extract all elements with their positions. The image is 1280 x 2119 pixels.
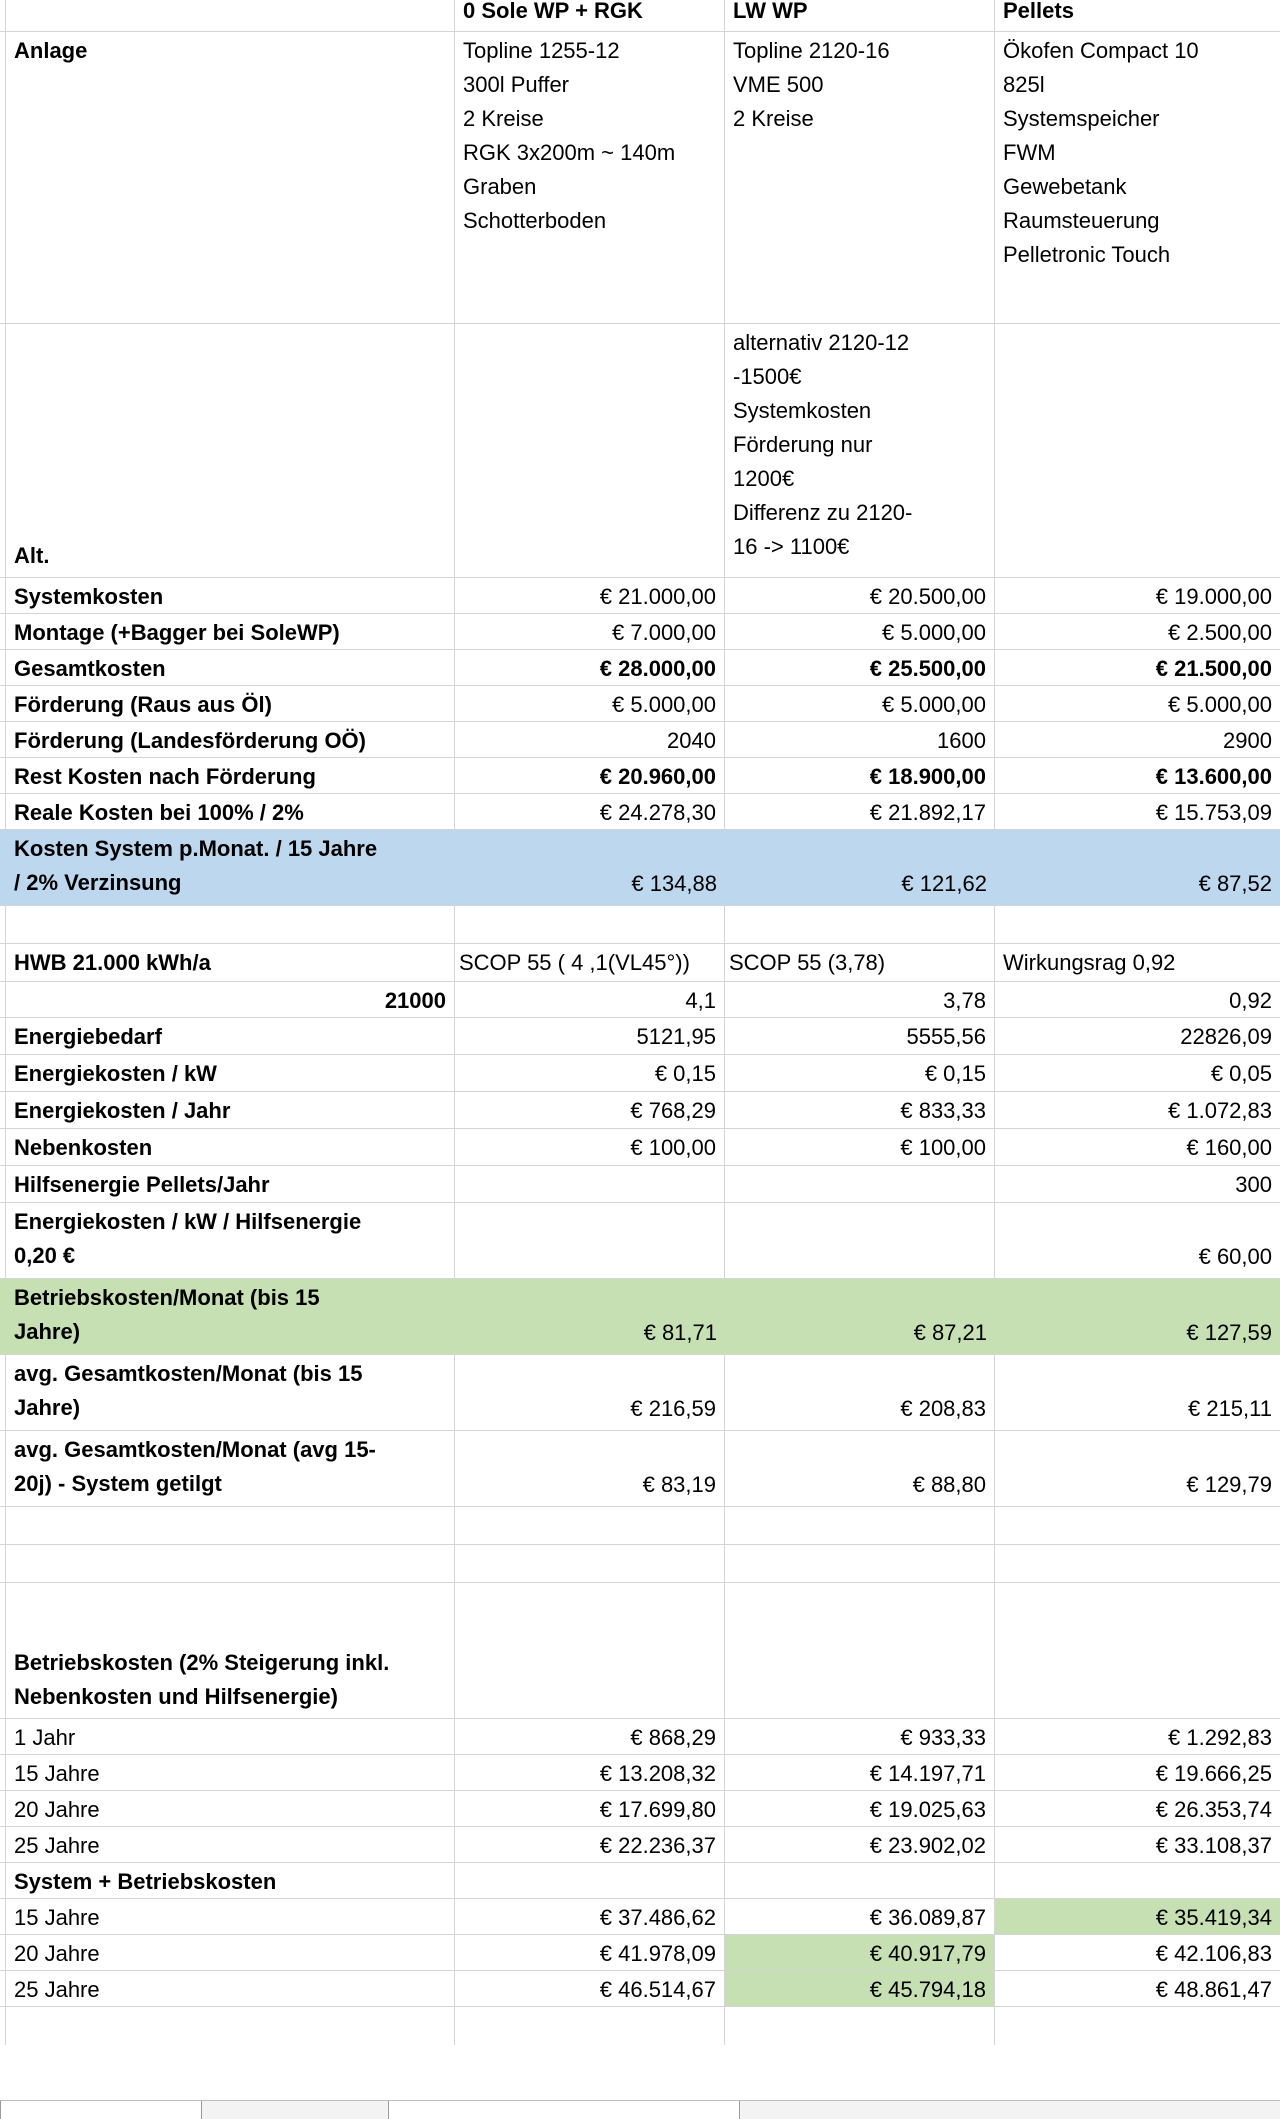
energy-pellets-cell[interactable]: 300 [1235, 1172, 1272, 1197]
cost-label-cell[interactable]: Förderung (Raus aus Öl) [6, 686, 455, 721]
betrieb-years-section [0, 1719, 1280, 1863]
empty-cell[interactable] [995, 1583, 1280, 1718]
alt-sole-wp-cell[interactable] [455, 324, 725, 577]
avg15-sole-wp-cell[interactable]: € 216,59 [455, 1355, 725, 1430]
energy-section [0, 1018, 1280, 1203]
avg20-lw-wp-cell[interactable]: € 88,80 [725, 1431, 995, 1506]
cost-label-cell[interactable]: Systemkosten [6, 578, 455, 613]
betrieb-year-lw-wp-cell[interactable]: € 933,33 [725, 1719, 995, 1754]
anlage-row [0, 32, 1280, 324]
factor-sole-wp-cell[interactable]: 4,1 [455, 982, 725, 1017]
sheet-tab[interactable] [0, 2101, 202, 2119]
monthly-system-row [0, 830, 1280, 906]
energy-sole-wp-cell[interactable]: € 768,29 [455, 1092, 725, 1128]
cost-pellets-cell[interactable]: € 13.600,00 [1155, 764, 1272, 789]
empty-cell[interactable] [455, 1545, 725, 1582]
hilfs-cost-pellets-cell[interactable]: € 60,00 [1198, 1244, 1272, 1269]
empty-row [0, 906, 1280, 944]
system-year-row [0, 1899, 1280, 1935]
betrieb-year-pellets-cell[interactable]: € 1.292,83 [1168, 1725, 1272, 1750]
costs-section [0, 578, 1280, 830]
energy-pellets-cell[interactable]: 22826,09 [1180, 1024, 1272, 1049]
cost-sole-wp-cell[interactable]: € 24.278,30 [455, 794, 725, 829]
empty-cell[interactable] [725, 1545, 995, 1582]
betrieb-monat-label-cell[interactable]: Betriebskosten/Monat (bis 15 Jahre) [14, 1285, 320, 1344]
energy-row [0, 1129, 1280, 1166]
energy-sole-wp-cell[interactable] [455, 1166, 725, 1202]
empty-cell[interactable] [995, 1863, 1280, 1898]
system-year-label-cell[interactable]: 20 Jahre [6, 1935, 455, 1970]
empty-cell[interactable] [725, 906, 995, 943]
alt-pellets-cell[interactable] [995, 324, 1280, 577]
empty-cell[interactable] [455, 906, 725, 943]
alt-label-cell[interactable]: Alt. [6, 324, 455, 577]
energy-label-cell[interactable]: Energiekosten / kW [6, 1055, 455, 1091]
cost-lw-wp-cell[interactable]: € 25.500,00 [725, 650, 995, 685]
betrieb-year-sole-wp-cell[interactable]: € 22.236,37 [455, 1827, 725, 1862]
betrieb-year-lw-wp-cell[interactable]: € 19.025,63 [725, 1791, 995, 1826]
empty-cell[interactable] [995, 1545, 1280, 1582]
cost-row [0, 794, 1280, 830]
betrieb-title-label-cell[interactable]: Betriebskosten (2% Steigerung inkl. Nebenkosten und Hilfsenergie) [6, 1583, 455, 1718]
energy-row [0, 1092, 1280, 1129]
energy-lw-wp-cell[interactable]: € 833,33 [725, 1092, 995, 1128]
system-year-sole-wp-cell[interactable]: € 37.486,62 [455, 1899, 725, 1934]
empty-cell[interactable] [995, 906, 1280, 943]
avg15-label-cell[interactable]: avg. Gesamtkosten/Monat (bis 15 Jahre) [6, 1355, 455, 1430]
system-year-pellets-cell[interactable]: € 42.106,83 [1155, 1941, 1272, 1966]
cost-row [0, 686, 1280, 722]
empty-cell[interactable] [6, 906, 455, 943]
betrieb-year-row [0, 1719, 1280, 1755]
header-lw-wp-cell[interactable]: LW WP [725, 0, 995, 31]
energy-label-cell[interactable]: Energiebedarf [6, 1018, 455, 1054]
system-title-label-cell[interactable]: System + Betriebskosten [6, 1863, 455, 1898]
betrieb-year-sole-wp-cell[interactable]: € 17.699,80 [455, 1791, 725, 1826]
cost-row [0, 614, 1280, 650]
cost-sole-wp-cell[interactable]: € 5.000,00 [455, 686, 725, 721]
hilfs-cost-row [0, 1203, 1280, 1279]
header-row [0, 0, 1280, 32]
avg20-row [0, 1431, 1280, 1507]
empty-cell[interactable] [725, 1863, 995, 1898]
energy-lw-wp-cell[interactable]: € 0,15 [725, 1055, 995, 1091]
system-year-row [0, 1971, 1280, 2007]
cost-label-cell[interactable]: Gesamtkosten [6, 650, 455, 685]
betrieb-year-label-cell[interactable]: 20 Jahre [6, 1791, 455, 1826]
cost-pellets-cell[interactable]: € 19.000,00 [1155, 584, 1272, 609]
energy-pellets-cell[interactable]: € 160,00 [1186, 1135, 1272, 1160]
betrieb-monat-lw-wp-cell[interactable]: € 87,21 [913, 1320, 987, 1345]
empty-cell[interactable] [455, 1863, 725, 1898]
anlage-label-cell[interactable]: Anlage [6, 32, 455, 323]
hwb-label-cell[interactable]: HWB 21.000 kWh/a [6, 944, 455, 981]
betrieb-monat-row [0, 1279, 1280, 1355]
energy-label-cell[interactable]: Energiekosten / Jahr [6, 1092, 455, 1128]
hwb-sole-wp-cell[interactable]: SCOP 55 ( 4 ,1(VL45°)) [455, 944, 725, 981]
cost-lw-wp-cell[interactable]: 1600 [725, 722, 995, 757]
empty-cell[interactable] [725, 2007, 995, 2045]
betrieb-year-lw-wp-cell[interactable]: € 23.902,02 [725, 1827, 995, 1862]
empty-cell[interactable] [6, 1507, 455, 1544]
header-sole-wp-cell[interactable]: 0 Sole WP + RGK [455, 0, 725, 31]
hilfs-cost-lw-wp-cell[interactable] [725, 1203, 995, 1278]
alt-lw-wp-cell[interactable]: alternativ 2120-12 -1500€ Systemkosten Förderung nur 1200€ Differenz zu 2120- 16 -> 1100€ [725, 324, 995, 577]
system-year-sole-wp-cell[interactable]: € 46.514,67 [455, 1971, 725, 2006]
cost-sole-wp-cell[interactable]: € 21.000,00 [455, 578, 725, 613]
factor-label-cell[interactable]: 21000 [6, 982, 455, 1017]
anlage-pellets-cell[interactable]: Ökofen Compact 10 825l Systemspeicher FWM Gewebetank Raumsteuerung Pelletronic Touch [1003, 38, 1199, 267]
cost-label-cell[interactable]: Förderung (Landesförderung OÖ) [6, 722, 455, 757]
monthly-system-label-cell[interactable]: Kosten System p.Monat. / 15 Jahre / 2% Verzinsung [14, 836, 378, 895]
betrieb-year-lw-wp-cell[interactable]: € 14.197,71 [725, 1755, 995, 1790]
empty-row [0, 1545, 1280, 1583]
monthly-system-pellets-cell[interactable]: € 87,52 [1198, 871, 1272, 896]
sheet-tab-bar [0, 2100, 1280, 2119]
betrieb-year-pellets-cell[interactable]: € 26.353,74 [1155, 1797, 1272, 1822]
avg15-row [0, 1355, 1280, 1431]
factor-pellets-cell[interactable]: 0,92 [1229, 988, 1272, 1013]
empty-cell[interactable] [995, 1507, 1280, 1544]
empty-cell[interactable] [725, 1507, 995, 1544]
energy-pellets-cell[interactable]: € 1.072,83 [1168, 1098, 1272, 1123]
cost-pellets-cell[interactable]: € 21.500,00 [1155, 656, 1272, 681]
system-title-row [0, 1863, 1280, 1899]
energy-lw-wp-cell[interactable]: € 100,00 [725, 1129, 995, 1165]
cost-row [0, 758, 1280, 794]
sheet-tab[interactable] [388, 2101, 740, 2119]
system-year-lw-wp-cell[interactable]: € 40.917,79 [725, 1935, 995, 1970]
energy-label-cell[interactable]: Nebenkosten [6, 1129, 455, 1165]
empty-cell[interactable] [995, 2007, 1280, 2045]
avg15-pellets-cell[interactable]: € 215,11 [1187, 1396, 1272, 1421]
betrieb-year-sole-wp-cell[interactable]: € 13.208,32 [455, 1755, 725, 1790]
betrieb-title-row [0, 1583, 1280, 1719]
energy-lw-wp-cell[interactable] [725, 1166, 995, 1202]
hwb-row [0, 944, 1280, 982]
empty-cell[interactable] [6, 2007, 455, 2045]
empty-row [0, 1507, 1280, 1545]
betrieb-year-sole-wp-cell[interactable]: € 868,29 [455, 1719, 725, 1754]
energy-row [0, 1018, 1280, 1055]
cost-lw-wp-cell[interactable]: € 20.500,00 [725, 578, 995, 613]
system-year-sole-wp-cell[interactable]: € 41.978,09 [455, 1935, 725, 1970]
system-year-label-cell[interactable]: 15 Jahre [6, 1899, 455, 1934]
cost-label-cell[interactable]: Montage (+Bagger bei SoleWP) [6, 614, 455, 649]
betrieb-year-label-cell[interactable]: 25 Jahre [6, 1827, 455, 1862]
system-year-label-cell[interactable]: 25 Jahre [6, 1971, 455, 2006]
hwb-pellets-cell[interactable]: Wirkungsrag 0,92 [1003, 950, 1176, 975]
empty-cell[interactable] [455, 1583, 725, 1718]
cost-pellets-cell[interactable]: € 2.500,00 [1168, 620, 1272, 645]
system-year-pellets-cell[interactable]: € 35.419,34 [995, 1899, 1280, 1934]
alt-row [0, 324, 1280, 578]
betrieb-year-label-cell[interactable]: 1 Jahr [6, 1719, 455, 1754]
avg20-label-cell[interactable]: avg. Gesamtkosten/Monat (avg 15- 20j) - System getilgt [6, 1431, 455, 1506]
system-years-section [0, 1899, 1280, 2007]
cost-row [0, 650, 1280, 686]
betrieb-year-row [0, 1791, 1280, 1827]
betrieb-year-row [0, 1755, 1280, 1791]
empty-row [0, 2007, 1280, 2045]
betrieb-year-pellets-cell[interactable]: € 19.666,25 [1155, 1761, 1272, 1786]
energy-row [0, 1166, 1280, 1203]
system-year-lw-wp-cell[interactable]: € 45.794,18 [725, 1971, 995, 2006]
system-year-pellets-cell[interactable]: € 48.861,47 [1155, 1977, 1272, 2002]
energy-lw-wp-cell[interactable]: 5555,56 [725, 1018, 995, 1054]
avg20-sole-wp-cell[interactable]: € 83,19 [455, 1431, 725, 1506]
betrieb-monat-sole-wp-cell[interactable]: € 81,71 [643, 1320, 717, 1345]
factor-lw-wp-cell[interactable]: 3,78 [725, 982, 995, 1017]
anlage-sole-wp-cell[interactable]: Topline 1255-12 300l Puffer 2 Kreise RGK 3x200m ~ 140m Graben Schotterboden [455, 32, 725, 323]
anlage-lw-wp-cell[interactable]: Topline 2120-16 VME 500 2 Kreise [725, 32, 995, 323]
system-year-row [0, 1935, 1280, 1971]
monthly-system-lw-wp-cell[interactable]: € 121,62 [901, 871, 987, 896]
header-pellets-cell[interactable]: Pellets [1003, 0, 1074, 23]
cost-lw-wp-cell[interactable]: € 18.900,00 [725, 758, 995, 793]
cost-pellets-cell[interactable]: € 5.000,00 [1168, 692, 1272, 717]
hwb-lw-wp-cell[interactable]: SCOP 55 (3,78) [725, 944, 995, 981]
betrieb-monat-pellets-cell[interactable]: € 127,59 [1186, 1320, 1272, 1345]
monthly-system-sole-wp-cell[interactable]: € 134,88 [631, 871, 717, 896]
betrieb-year-label-cell[interactable]: 15 Jahre [6, 1755, 455, 1790]
cost-sole-wp-cell[interactable]: € 20.960,00 [455, 758, 725, 793]
header-label-cell[interactable] [6, 0, 455, 31]
cost-pellets-cell[interactable]: € 15.753,09 [1155, 800, 1272, 825]
energy-sole-wp-cell[interactable]: 5121,95 [455, 1018, 725, 1054]
avg20-pellets-cell[interactable]: € 129,79 [1186, 1472, 1272, 1497]
cost-label-cell[interactable]: Rest Kosten nach Förderung [6, 758, 455, 793]
cost-label-cell[interactable]: Reale Kosten bei 100% / 2% [6, 794, 455, 829]
energy-pellets-cell[interactable]: € 0,05 [1210, 1061, 1272, 1086]
cost-row [0, 722, 1280, 758]
energy-sole-wp-cell[interactable]: € 100,00 [455, 1129, 725, 1165]
cost-lw-wp-cell[interactable]: € 5.000,00 [725, 614, 995, 649]
empty-cell[interactable] [455, 1507, 725, 1544]
betrieb-year-row [0, 1827, 1280, 1863]
avg15-lw-wp-cell[interactable]: € 208,83 [725, 1355, 995, 1430]
energy-sole-wp-cell[interactable]: € 0,15 [455, 1055, 725, 1091]
cost-pellets-cell[interactable]: 2900 [1223, 728, 1272, 753]
hilfs-cost-sole-wp-cell[interactable] [455, 1203, 725, 1278]
cost-lw-wp-cell[interactable]: € 5.000,00 [725, 686, 995, 721]
betrieb-year-pellets-cell[interactable]: € 33.108,37 [1155, 1833, 1272, 1858]
energy-label-cell[interactable]: Hilfsenergie Pellets/Jahr [6, 1166, 455, 1202]
empty-cell[interactable] [725, 1583, 995, 1718]
empty-cell[interactable] [6, 1545, 455, 1582]
system-year-lw-wp-cell[interactable]: € 36.089,87 [725, 1899, 995, 1934]
empty-cell[interactable] [455, 2007, 725, 2045]
hilfs-cost-label-cell[interactable]: Energiekosten / kW / Hilfsenergie 0,20 € [6, 1203, 455, 1278]
cost-row [0, 578, 1280, 614]
cost-sole-wp-cell[interactable]: € 7.000,00 [455, 614, 725, 649]
cost-sole-wp-cell[interactable]: € 28.000,00 [455, 650, 725, 685]
factor-row [0, 982, 1280, 1018]
cost-sole-wp-cell[interactable]: 2040 [455, 722, 725, 757]
energy-row [0, 1055, 1280, 1092]
cost-lw-wp-cell[interactable]: € 21.892,17 [725, 794, 995, 829]
